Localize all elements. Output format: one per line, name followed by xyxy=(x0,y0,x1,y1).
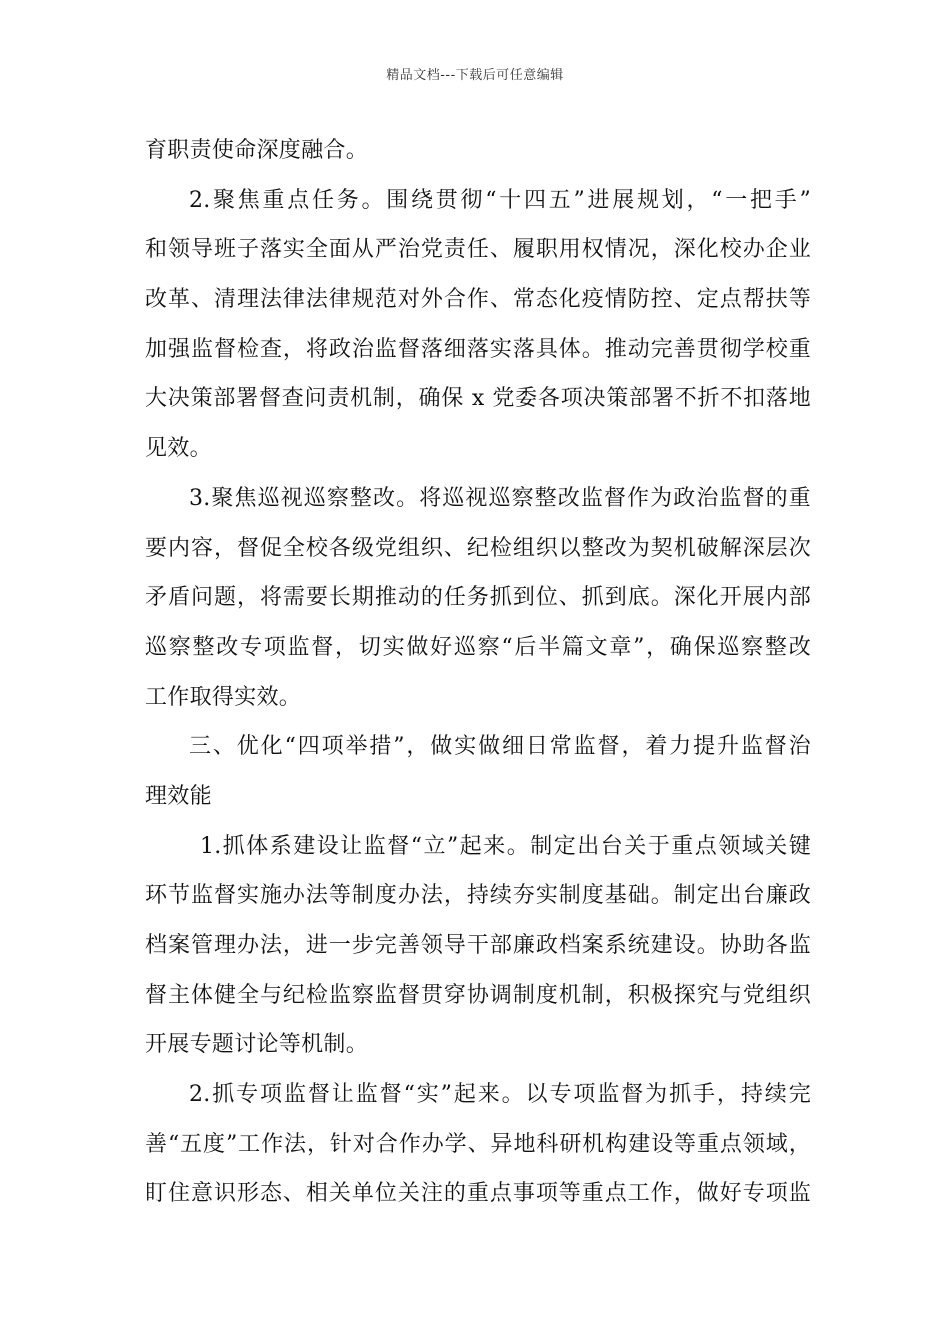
text-line: 督主体健全与纪检监察监督贯穿协调制度机制，积极探究与党组织 xyxy=(145,982,811,1008)
text-line: 3.聚焦巡视巡察整改。将巡视巡察整改监督作为政治监督的重 xyxy=(189,485,811,511)
text-line: 巡察整改专项监督，切实做好巡察“后半篇文章”，确保巡察整改 xyxy=(145,634,811,660)
text-line: 环节监督实施办法等制度办法，持续夯实制度基础。制定出台廉政 xyxy=(145,883,811,909)
text-line: 要内容，督促全校各级党组织、纪检组织以整改为契机破解深层次 xyxy=(145,535,811,561)
text-line: 矛盾问题，将需要长期推动的任务抓到位、抓到底。深化开展内部 xyxy=(145,585,811,611)
text-line: 加强监督检查，将政治监督落细落实落具体。推动完善贯彻学校重 xyxy=(145,336,811,362)
text-line: 善“五度”工作法，针对合作办学、异地科研机构建设等重点领域， xyxy=(145,1131,811,1157)
text-line: 1.抓体系建设让监督“立”起来。制定出台关于重点领域关键 xyxy=(200,833,811,859)
text-line: 盯住意识形态、相关单位关注的重点事项等重点工作，做好专项监 xyxy=(145,1181,811,1207)
text-line: 档案管理办法，进一步完善领导干部廉政档案系统建设。协助各监 xyxy=(145,933,811,958)
text-line: 2.聚焦重点任务。围绕贯彻“十四五”进展规划，“一把手” xyxy=(189,187,811,213)
text-line: 2.抓专项监督让监督“实”起来。以专项监督为抓手，持续完 xyxy=(189,1082,811,1108)
text-line: 工作取得实效。 xyxy=(145,684,302,710)
page-header-watermark: 精品文档---下载后可任意编辑 xyxy=(386,68,564,83)
text-line: 改革、清理法律法律规范对外合作、常态化疫情防控、定点帮扶等 xyxy=(145,287,811,313)
text-line: 和领导班子落实全面从严治党责任、履职用权情况，深化校办企业 xyxy=(145,237,811,263)
text-line: 大决策部署督查问责机制，确保 x 党委各项决策部署不折不扣落地 xyxy=(145,386,811,412)
text-line: 开展专题讨论等机制。 xyxy=(145,1032,369,1058)
text-line: 育职责使命深度融合。 xyxy=(145,138,369,163)
text-line: 见效。 xyxy=(145,436,212,462)
section-heading-line: 理效能 xyxy=(145,783,212,809)
section-heading-line: 三、优化“四项举措”，做实做细日常监督，着力提升监督治 xyxy=(189,734,811,760)
document-body xyxy=(145,126,811,1219)
